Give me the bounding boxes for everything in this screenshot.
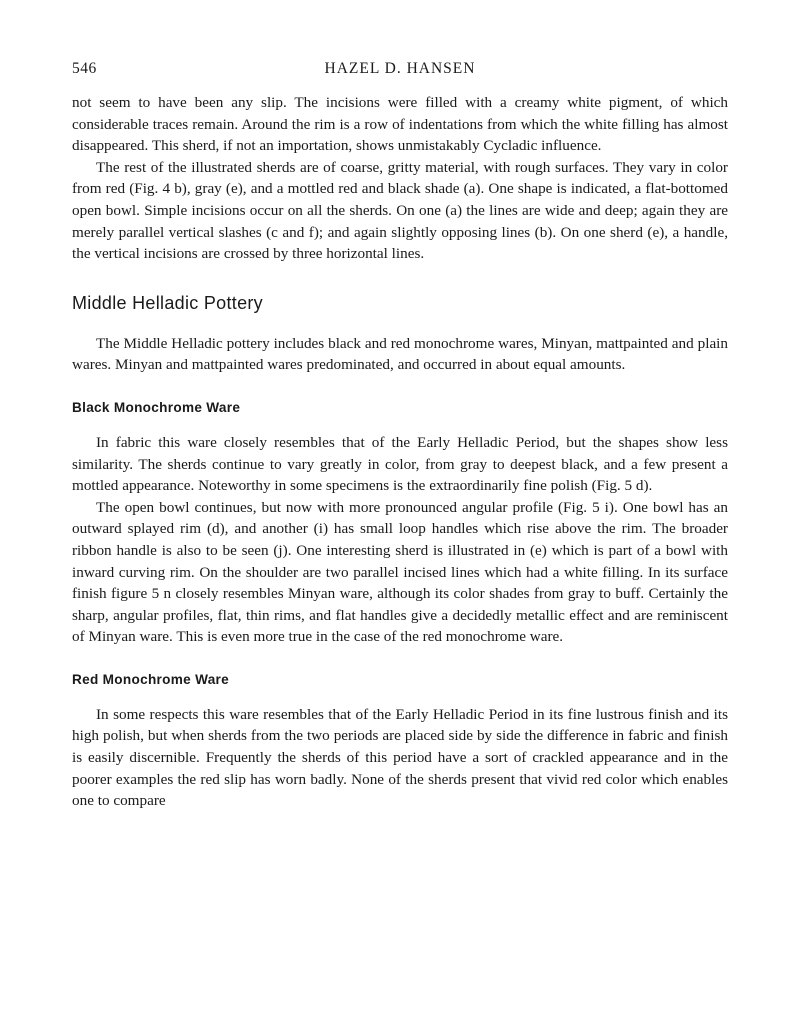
paragraph-middle-intro: The Middle Helladic pottery includes black and red monochrome wares, Minyan, mattpainted and plain wares. Minyan and mattpainted wares predominated, and occurred in about equal amounts.	[72, 334, 728, 374]
paragraph-coarse-sherds: The rest of the illustrated sherds are of coarse, gritty material, with rough surfaces. They vary in color from red (Fig. 4 b), gray (e), and a mottled red and black shade (a). One shape is indicated, a flat-bottomed open bowl. Simple incisions occur on all the sherds. On one (a) the lines are wide and deep; again they are merely parallel vertical slashes (c and f); and again slightly opposing lines (b). On one sherd (e), a handle, the vertical incisions are crossed by three horizontal lines.	[72, 158, 728, 263]
page	[72, 60, 728, 812]
paragraph-black-fabric: In fabric this ware closely resembles that of the Early Helladic Period, but the shapes show less similarity. The sherds continue to vary greatly in color, from gray to deepest black, and a few present a mottled appearance. Noteworthy in some specimens is the extraordinarily fine polish (Fig. 5 d).	[72, 433, 728, 495]
subheading-red-monochrome: Red Monochrome Ware	[72, 671, 230, 687]
paragraph-red-fabric: In some respects this ware resembles that of the Early Helladic Period in its fine lustrous finish and its high polish, but when sherds from the two periods are placed side by side the difference in fabric and finish is easily discernible. Frequently the sherds of this period have a sort of crackled appearance and in the poorer examples the red slip has worn badly. None of the sherds present that vivid red color which enables one to compare	[72, 705, 728, 810]
running-head: HAZEL D. HANSEN	[324, 60, 476, 77]
section-heading-middle-helladic: Middle Helladic Pottery	[72, 292, 263, 313]
page-header	[72, 60, 728, 86]
page-number: 546	[72, 60, 97, 77]
subheading-black-monochrome: Black Monochrome Ware	[72, 399, 241, 415]
paragraph-early-continued: not seem to have been any slip. The incisions were filled with a creamy white pigment, of which considerable traces remain. Around the rim is a row of indentations from which the white filling has almost disappeared. This sherd, if not an importation, shows unmistakably Cycladic influence.	[72, 94, 728, 155]
paragraph-black-shapes: The open bowl continues, but now with more pronounced angular profile (Fig. 5 i). One bowl has an outward splayed rim (d), and another (i) has small loop handles which rise above the rim. The broader ribbon handle is also to be seen (j). One interesting sherd is illustrated in (e) which is part of a bowl with inward curving rim. On the shoulder are two parallel incised lines which had a white filling. In its surface finish figure 5 n closely resembles Minyan ware, although its color shades from gray to buff. Certainly the sharp, angular profiles, flat, thin rims, and flat handles give a decidedly metallic effect and are reminiscent of Minyan ware. This is even more true in the case of the red monochrome ware.	[72, 498, 728, 646]
